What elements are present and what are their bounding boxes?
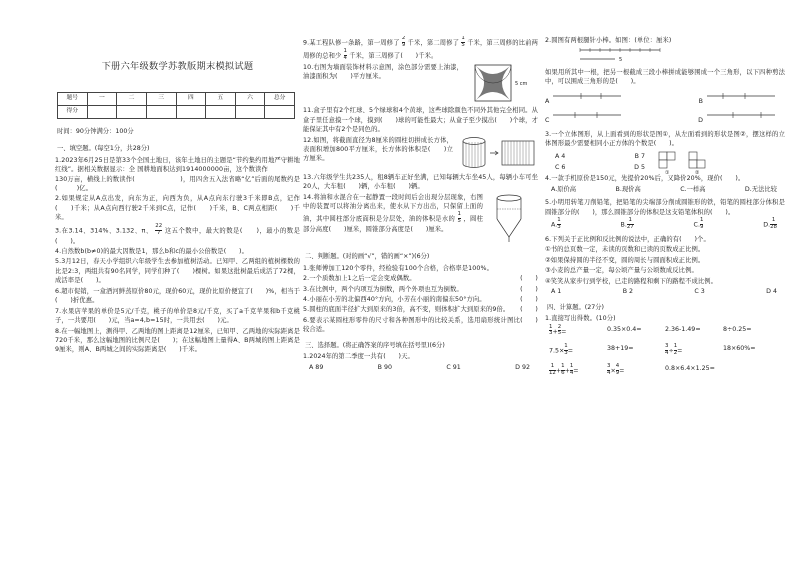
fraction-num: 2 — [401, 36, 406, 41]
page-title: 下册六年级数学苏教版期末模拟试题 — [101, 61, 254, 72]
score-table-score-row — [58, 105, 295, 118]
choice-1: 1.2024年的第二季度一共有( )天。 — [303, 353, 414, 361]
option-letter: D. — [763, 221, 771, 229]
option[interactable] — [763, 218, 777, 231]
fig3-label-1: ① — [665, 169, 670, 174]
question-13: 13.六年级学生共235人，租8辆车正好坐满，已知每辆大车坐45人，每辆小车可坐20人，大车租( )辆，小车租( )辆。 — [303, 173, 538, 191]
judge-4-text: 4.小丽在小芳的北偏西40°方向，小芳在小丽的南偏东50°方向。 — [303, 296, 486, 303]
fraction-num: 1 — [699, 217, 704, 224]
fraction — [627, 218, 634, 231]
header-cell: 一 — [87, 92, 117, 105]
answer-blank[interactable]: ( ) — [520, 275, 538, 283]
left-column — [55, 60, 300, 562]
choice-5: 5.小明用转笔刀削铅笔，把铅笔的尖端部分削成圆锥形的铁，铅笔的圆柱部分体积是圆锥部分的( )，那么圆锥部分的体积是这支铅笔体积的( )。 — [545, 199, 785, 216]
fraction — [549, 325, 552, 338]
choice-2: 2.圆图有两根腿针小棒。如图：(单位：厘米) — [545, 37, 672, 44]
judge-5 — [303, 305, 538, 314]
choice-4: 4.一款手机原价是150元，先提价20%后，又降价20%，现价( )。 — [545, 175, 745, 183]
q1-text: 1.2023年6月25日是第33个全国土地日，该年土地日的主题是“节约集约用地严守耕地红线”。据相关数据显示：全 国耕地面积达到1914000000亩，这个数读作 — [55, 156, 300, 174]
fraction — [564, 344, 567, 357]
fraction — [665, 344, 668, 357]
judge-5-text: 5.圆柱的底面半径扩大到原来的3倍，高不变，则体积扩大到原来的9倍。 — [303, 306, 510, 314]
fraction-den: 9 — [615, 370, 620, 377]
segment-option-c[interactable] — [545, 108, 631, 125]
calc-item: 8÷0.25= — [723, 325, 752, 333]
score-cell — [235, 105, 265, 118]
fraction-num: 1 — [628, 217, 632, 224]
right-column — [545, 36, 785, 562]
judge-4 — [303, 295, 538, 304]
question-5: 5.3月12日，春天小学组织六年级学生去参加植树活动。已知甲、乙两组的植树棵数的比是2:3，两组共有90名同学，同学们种了( )棵树。如果这批树最后成活了72棵，成活率是( )。 — [55, 258, 300, 285]
option[interactable]: D 5 — [634, 163, 645, 171]
judge-3-text: 3.在比例中，两个内项互为倒数，两个外项也互为倒数。 — [303, 285, 463, 293]
choice-6-options — [551, 287, 777, 296]
choice-1-options — [309, 363, 530, 372]
fraction — [344, 49, 348, 62]
fraction — [549, 364, 556, 377]
section-1-heading: 一、填空题。(每空1分，共28分) — [57, 145, 150, 153]
fraction — [155, 224, 162, 237]
question-6: 6.超市促销，一盒酒河鲜蒸原价80元，现价60元，现价比原价便宜了( )%，相当于( )折优惠。 — [55, 287, 300, 305]
q9-text-2: 千米，第二周修了 — [407, 39, 460, 47]
judge-3 — [303, 285, 538, 294]
question-12: 12.如图，将截面直径为8厘米的圆柱切拼成长方体，表面积增加800平方厘米，长方体的体积是( )立方厘米。 — [303, 136, 453, 163]
choice-6-statement: ④笑笑从家步行到学校，已走的路程和剩下的路程不成比例。 — [545, 277, 718, 285]
option[interactable]: D 4 — [766, 288, 777, 296]
option[interactable]: C 3 — [694, 288, 705, 296]
question-12-row — [303, 136, 538, 173]
option[interactable]: D 92 — [515, 363, 530, 371]
fraction — [461, 36, 465, 49]
svg-text:5: 5 — [619, 57, 623, 64]
option[interactable]: A 4 — [555, 152, 566, 160]
cube-views-figure — [655, 150, 715, 174]
calc-item: 38+19= — [607, 345, 634, 353]
calc-item: 18×60%= — [723, 345, 756, 353]
fraction-num: 1 — [343, 47, 348, 54]
fraction-num: 3 — [607, 363, 611, 370]
segment-a-figure — [551, 89, 631, 103]
score-cell — [206, 105, 236, 118]
opt-row — [555, 163, 645, 172]
fraction-den: 7 — [157, 229, 161, 236]
fraction-den: 4 — [607, 370, 611, 377]
segment-d-figure — [705, 108, 785, 122]
choice-6: 6.下列关于正比例和反比例的说法中，正确的有( )个。 — [545, 236, 710, 243]
question-4: 4.自然数b(b≠0)的最大因数是1，那么b和c的最小公倍数是( )。 — [55, 248, 249, 256]
option[interactable] — [694, 218, 704, 231]
fraction-num: 1 — [564, 343, 568, 350]
header-cell: 二 — [117, 92, 147, 105]
fraction-den: 2 — [673, 350, 678, 357]
fraction — [558, 325, 561, 338]
fraction-den: 4 — [343, 54, 348, 61]
fraction-den: 6 — [561, 370, 565, 377]
section-2-heading: 二、判断题。(对的画“√”，错的画“×”)(6分) — [305, 253, 430, 261]
fig3-label-2: ② — [695, 169, 700, 174]
fraction-den: 5 — [461, 41, 465, 48]
fig10-label: 5 cm — [515, 80, 528, 87]
q14-text-2: ，圆柱部分高度( )厘米，圆锥部分高度是( )厘米。 — [303, 215, 483, 233]
calc-item: 7.5× $\frac{1}{3}$ = — [549, 343, 574, 357]
fraction-num: 1 — [561, 363, 565, 370]
question-11: 11.盒子里有2个红球、5个绿球和4个黄球，这些球除颜色不同外其他完全相同。从盒子里任意摸一个球，摸到( )球的可能性最大；从盒子至少摸出( )个球，才能保证其中有2个是同色的。 — [303, 107, 538, 134]
segment-options — [545, 89, 785, 106]
stick-figure — [575, 46, 685, 64]
option[interactable]: C.一样高 — [680, 185, 706, 193]
judge-2-text: 2.一个质数加上1之后一定会变成偶数。 — [303, 275, 416, 283]
segment-options-2 — [545, 108, 785, 125]
option-letter: C. — [693, 221, 700, 229]
calc-item: $\frac{3}{4}$ × $\frac{4}{9}$ = — [607, 363, 625, 377]
segment-option-d[interactable] — [698, 108, 785, 125]
calc-item: $\frac{1}{3}$ + $\frac{2}{5}$ = — [549, 323, 567, 337]
choice-6-statement: ①书的总页数一定，未读的页数和已读的页数成正比例。 — [545, 246, 705, 254]
fraction-num: 4 — [615, 363, 620, 370]
header-cell: 四 — [176, 92, 206, 105]
fraction-den: 9 — [401, 41, 406, 48]
fraction-num: 22 — [155, 222, 163, 229]
option-letter: B — [698, 97, 703, 105]
option[interactable] — [621, 218, 634, 231]
fig12 — [459, 136, 537, 173]
q3-text: 3.在3.14、314%、3.132、π、 — [55, 227, 153, 235]
option-letter: C — [545, 117, 550, 125]
fraction — [570, 364, 573, 377]
fraction-den: 28 — [770, 224, 777, 231]
q1-text-2: 130万亩，横线上的数读作( )，用四舍五入法省略“亿”后面的尾数约是( )亿。 — [55, 175, 300, 192]
q9-text-3: 千米，第三周修的比前两周修的总和少 — [303, 39, 538, 60]
fraction-den: 4 — [569, 370, 574, 377]
fraction-den: 5 — [557, 330, 562, 337]
option[interactable]: B 2 — [622, 288, 634, 296]
question-8: 8.在一幅地图上，测得甲、乙两地的图上距离是12厘米，已知甲、乙两地的实际距离是720千米，那么这幅地图的比例尺是( )；在这幅地图上量得A、B两城的图上距离是9厘米，则A、B两城之间的实际距离是( )千米。 — [55, 327, 300, 354]
segment-option-b[interactable] — [699, 89, 785, 106]
fraction-num: 1 — [771, 217, 776, 224]
q9-text: 9.某工程队修一条路，第一周修了 — [303, 39, 400, 47]
fraction-num: 1 — [550, 363, 555, 370]
fraction-den: 12 — [549, 370, 556, 377]
fraction-den: 5 — [457, 217, 462, 224]
fig14 — [489, 193, 531, 246]
fraction-den: 3 — [549, 330, 553, 337]
fraction-num: 1 — [569, 363, 574, 370]
question-10-row — [303, 63, 538, 106]
option-letter: A. — [551, 221, 558, 229]
middle-column — [303, 36, 538, 562]
option[interactable]: A 1 — [551, 288, 562, 296]
question-1 — [55, 156, 300, 194]
opt-row — [555, 152, 645, 161]
option-letter: A — [545, 97, 550, 105]
fraction — [674, 344, 677, 357]
score-cell — [146, 105, 176, 118]
question-3 — [55, 224, 300, 246]
fraction-den: 3 — [557, 224, 561, 231]
score-label: 得分 — [58, 105, 88, 118]
decor-square-figure — [471, 63, 533, 103]
funnel-figure — [489, 193, 531, 243]
fraction-num: 3 — [665, 343, 669, 350]
answer-blank[interactable]: ( ) — [520, 296, 538, 303]
choice-3: 3.一个立体图形，从上面看到的形状是图①，从左面看到的形状是图②，摆这样的立体图形最少需要相同小正方体的个数是( )。 — [545, 130, 785, 148]
fraction — [561, 364, 564, 377]
choice-3-row — [545, 150, 785, 175]
fraction — [402, 36, 406, 49]
judge-1 — [303, 264, 538, 273]
option-letter: B. — [620, 221, 627, 229]
score-table — [57, 92, 295, 119]
judge-6 — [303, 316, 538, 335]
score-table-header-row — [58, 92, 295, 105]
option-letter: D — [698, 117, 703, 125]
fraction-den: 27 — [626, 224, 634, 231]
calc-grid — [549, 325, 785, 385]
fraction-num: 1 — [461, 36, 465, 41]
header-cell: 三 — [146, 92, 176, 105]
segment-c-figure — [551, 108, 631, 122]
fraction-num: 1 — [557, 217, 561, 224]
score-cell — [176, 105, 206, 118]
question-14 — [303, 193, 483, 245]
option[interactable]: B 90 — [377, 363, 393, 371]
segment-option-a[interactable] — [545, 89, 631, 106]
choice-3-options — [545, 150, 655, 175]
fraction — [458, 212, 462, 225]
question-2: 2.如果规定从A点出发，向东为正，向西为负，从A点向东行驶3千米即B点，记作( )千米；从A点向西行驶2千米到C点，记作( )千米，B、C两点相距( )千米。 — [55, 195, 300, 222]
judge-6-text: 6.要表示某圆柱形零件的尺寸和各种图形中的比较关系，选用扇形统计图比较合适。 — [303, 316, 521, 334]
cylinder-cut-figure — [459, 136, 537, 170]
fraction-num: 1 — [673, 343, 678, 350]
calc-item: 2.36-1.49= — [665, 325, 701, 333]
question-7: 7.水果店苹果的单价是5元/千克，桃子的单价是8元/千克，买了a千克苹果和b千克桃子，一共要用( )元，当a=4,b=15时，一共用去( )元。 — [55, 307, 300, 325]
score-cell — [87, 105, 117, 118]
option[interactable]: D.无法比较 — [744, 185, 777, 193]
answer-blank[interactable]: ( ) — [520, 316, 538, 324]
calc-item: $\frac{1}{12}$ + $\frac{1}{6}$ + $\frac{1}{4}$ = — [549, 363, 579, 377]
option[interactable]: A 89 — [309, 363, 324, 371]
choice-6-statement: ③小麦的总产量一定，每公顷产量与公顷数成反比例。 — [545, 267, 698, 275]
choice-6-statement: ②如果保持圆的半径不变，圆的周长与圆面积成正比例。 — [545, 256, 705, 264]
choice-2-text: 如果用所其中一根，把另一根截成三段小棒拼成能够围成一个三角形，以下四种剪法中，可以围成三角形的是( )。 — [545, 68, 785, 86]
segment-b-figure — [705, 89, 785, 103]
choice-4-options — [551, 185, 777, 194]
q9-text-4: 千米，第三周修了( )千米。 — [349, 52, 438, 60]
calc-item: 0.8×6.4×1.25= — [665, 365, 715, 373]
calc-item: $\frac{3}{4}$ ÷ $\frac{1}{2}$ = — [665, 343, 683, 357]
option[interactable]: A.原价高 — [551, 185, 577, 193]
fraction-num: 1 — [457, 210, 462, 217]
option[interactable]: B.现价高 — [615, 185, 641, 193]
option[interactable]: B 7 — [634, 152, 645, 160]
calc-item: 0.35×0.4= — [607, 325, 642, 333]
fraction — [616, 364, 619, 377]
header-cell: 六 — [235, 92, 265, 105]
question-10: 10.右图为墙面装饰材料示意图，涂色部分需要上油漆，油漆面积为( )平方厘米。 — [303, 63, 463, 81]
q3-text-2: 这五个数中，最大的数是( )，最小的数是( )。 — [55, 227, 300, 245]
judge-2 — [303, 274, 538, 283]
fraction — [770, 218, 777, 231]
fraction-den: 4 — [665, 350, 669, 357]
section-4-heading: 四、计算题。(27分) — [547, 303, 605, 311]
calc-text: 7.5× — [549, 347, 565, 355]
score-cell — [117, 105, 147, 118]
fraction-num: 1 — [549, 323, 553, 330]
score-cell — [265, 105, 295, 118]
question-9 — [303, 36, 538, 62]
fraction-den: 9 — [699, 224, 704, 231]
option[interactable]: C 91 — [446, 363, 461, 371]
q14-text: 14.将油和水混合在一起静置一段时间后会出现分层现象，右图中的装置可以将油分离出来，使水从下方出出，只保留上面的油，其中圆柱部分底面积是分层处，油的体积是水的 — [303, 193, 483, 223]
fraction — [557, 218, 560, 231]
option[interactable] — [551, 218, 561, 231]
judge-1-text: 1.张师傅加工120个零件，经检验有100个合格，合格率是100%。 — [303, 264, 493, 272]
answer-blank[interactable]: ( ) — [520, 306, 538, 314]
choice-5-options — [551, 218, 777, 231]
fraction-num: 2 — [557, 323, 562, 330]
option[interactable]: C 6 — [555, 163, 566, 171]
fraction — [607, 364, 610, 377]
fraction-den: 3 — [564, 350, 568, 357]
header-cell: 总分 — [265, 92, 295, 105]
header-cell: 题号 — [58, 92, 88, 105]
subsection-1: 1.直接写出得数。(10分) — [545, 315, 616, 323]
fig10 — [471, 63, 533, 106]
question-14-row — [303, 193, 538, 246]
section-3-heading: 三、选择题。(将正确答案的序号填在括号里)(6分) — [305, 341, 445, 349]
fraction — [700, 218, 703, 231]
answer-blank[interactable]: ( ) — [520, 285, 538, 293]
time-line: 时间：90分钟满分：100分 — [57, 127, 134, 135]
header-cell: 五 — [206, 92, 236, 105]
